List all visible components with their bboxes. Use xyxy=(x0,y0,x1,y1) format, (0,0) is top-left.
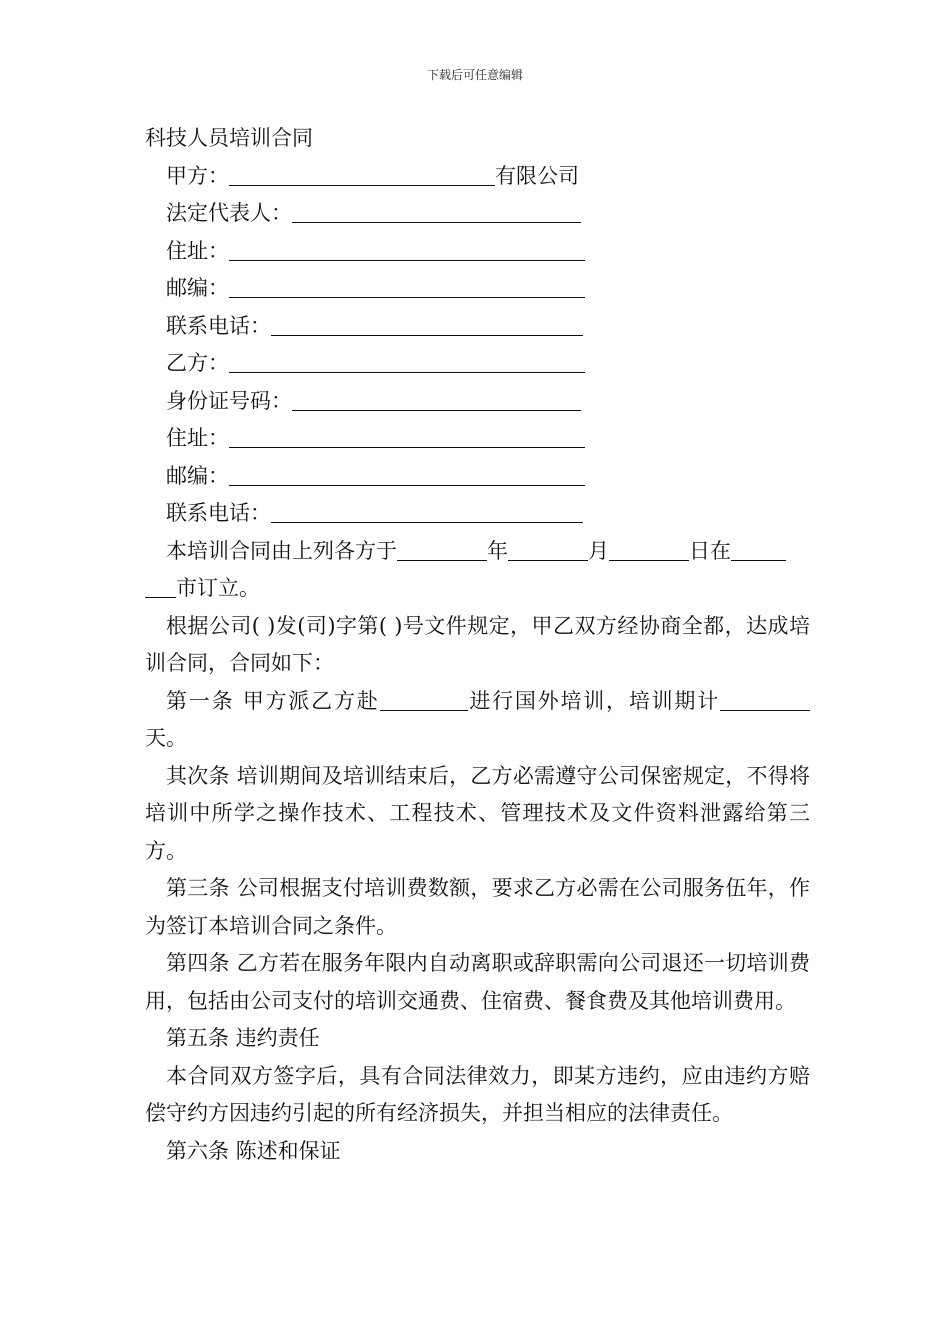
signing-city-blank-2[interactable] xyxy=(145,572,176,598)
party-b-address-blank[interactable] xyxy=(229,422,585,448)
party-b-label: 乙方： xyxy=(166,351,229,375)
signing-year-blank[interactable] xyxy=(397,535,487,561)
party-a-address-label: 住址： xyxy=(166,238,229,263)
signing-suffix: 市订立。 xyxy=(176,576,260,600)
party-b-postcode-blank[interactable] xyxy=(229,460,585,486)
signing-day-label: 日在 xyxy=(689,538,731,563)
party-b-id-blank[interactable] xyxy=(292,385,581,411)
header-note: 下载后可任意编辑 xyxy=(426,68,523,82)
article-2: 其次条 培训期间及培训结束后，乙方必需遵守公司保密规定，不得将培训中所学之操作技术、工程技术、管理技术及文件资料泄露给第三方。 xyxy=(145,763,810,863)
basis-paragraph: 根据公司( )发(司)字第( )号文件规定，甲乙双方经协商全都，达成培训合同，合同如下： xyxy=(145,613,810,675)
signing-prefix: 本培训合同由上列各方于 xyxy=(166,538,397,563)
article-1-suffix: 天。 xyxy=(145,726,187,750)
article-4: 第四条 乙方若在服务年限内自动离职或辞职需向公司退还一切培训费用，包括由公司支付的培训交通费、住宿费、餐食费及其他培训费用。 xyxy=(145,951,810,1013)
signing-year-label: 年 xyxy=(487,538,508,563)
party-a-label: 甲方： xyxy=(166,163,229,188)
party-a-suffix: 有限公司 xyxy=(495,163,579,188)
party-b-id-row xyxy=(145,383,810,421)
party-b-id-label: 身份证号码： xyxy=(166,388,292,413)
party-b-address-row xyxy=(145,420,810,458)
party-a-postcode-label: 邮编： xyxy=(166,276,229,300)
article-3: 第三条 公司根据支付培训费数额，要求乙方必需在公司服务伍年，作为签订本培训合同之条件。 xyxy=(145,876,810,938)
party-b-row xyxy=(145,345,810,383)
party-a-rep-label: 法定代表人： xyxy=(166,201,292,225)
party-a-address-row xyxy=(145,233,810,271)
party-a-postcode-row xyxy=(145,270,810,308)
contract-title: 科技人员培训合同 xyxy=(145,126,313,150)
party-b-address-label: 住址： xyxy=(166,426,229,450)
party-a-postcode-blank[interactable] xyxy=(229,272,585,298)
party-b-name-blank[interactable] xyxy=(229,347,585,373)
party-a-address-blank[interactable] xyxy=(229,235,585,261)
article-1-prefix: 第一条 甲方派乙方赴 xyxy=(166,688,380,713)
article-1-destination-blank[interactable] xyxy=(380,685,468,711)
signing-row-2 xyxy=(145,570,810,608)
party-a-phone-label: 联系电话： xyxy=(166,313,271,338)
party-a-phone-row xyxy=(145,308,810,346)
party-b-phone-row xyxy=(145,495,810,533)
party-b-phone-blank[interactable] xyxy=(271,497,583,523)
party-b-postcode-label: 邮编： xyxy=(166,463,229,488)
party-a-rep-row xyxy=(145,195,810,233)
party-a-rep-blank[interactable] xyxy=(292,197,581,223)
article-5-body: 本合同双方签字后，具有合同法律效力，即某方违约，应由违约方赔偿守约方因违约引起的所有经济损失，并担当相应的法律责任。 xyxy=(145,1063,810,1125)
article-1 xyxy=(145,683,810,758)
signing-city-blank-1[interactable] xyxy=(731,535,786,561)
contract-document xyxy=(145,120,810,1170)
signing-month-blank[interactable] xyxy=(508,535,588,561)
article-1-middle: 进行国外培训，培训期计 xyxy=(467,688,720,713)
party-b-phone-label: 联系电话： xyxy=(166,501,271,525)
article-6-heading: 第六条 陈述和保证 xyxy=(166,1138,341,1163)
signing-row-1 xyxy=(145,533,810,571)
article-1-days-blank[interactable] xyxy=(720,685,810,711)
party-a-name-blank[interactable] xyxy=(229,160,495,186)
party-a-phone-blank[interactable] xyxy=(271,310,583,336)
signing-month-label: 月 xyxy=(588,538,609,563)
signing-day-blank[interactable] xyxy=(609,535,689,561)
article-5-heading: 第五条 违约责任 xyxy=(166,1026,320,1050)
party-a-row xyxy=(145,158,810,196)
party-b-postcode-row xyxy=(145,458,810,496)
